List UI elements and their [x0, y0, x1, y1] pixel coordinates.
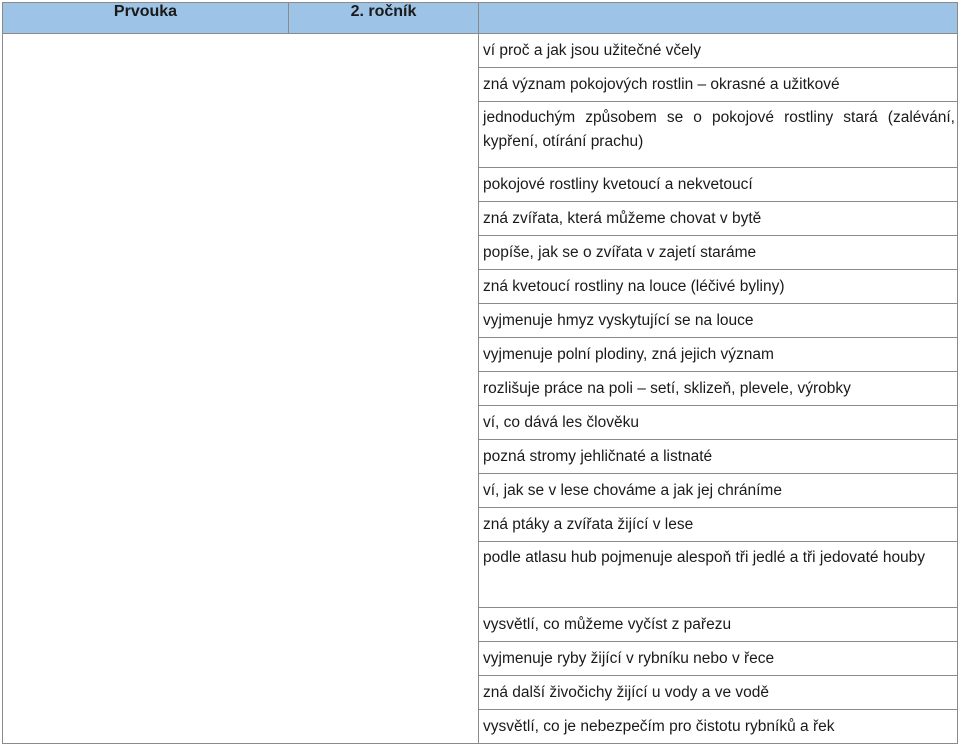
grade-header: 2. ročník: [289, 3, 479, 34]
list-item: ví proč a jak jsou užitečné včely: [479, 34, 957, 68]
list-item: zná ptáky a zvířata žijící v lese: [479, 508, 957, 542]
list-item: vyjmenuje hmyz vyskytující se na louce: [479, 304, 957, 338]
list-item: vyjmenuje polní plodiny, zná jejich význam: [479, 338, 957, 372]
list-item: zná význam pokojových rostlin – okrasné a užitkové: [479, 68, 957, 102]
list-item: zná další živočichy žijící u vody a ve vodě: [479, 676, 957, 710]
list-item: rozlišuje práce na poli – setí, sklizeň, plevele, výrobky: [479, 372, 957, 406]
outcomes-cell: [479, 34, 958, 744]
subject-header: Prvouka: [3, 3, 289, 34]
list-item: vysvětlí, co je nebezpečím pro čistotu rybníků a řek: [483, 718, 835, 735]
list-item: ví, co dává les člověku: [479, 406, 957, 440]
list-item: popíše, jak se o zvířata v zajetí staráme: [479, 236, 957, 270]
content-row: [3, 34, 958, 744]
empty-left-cell: [3, 34, 479, 744]
blank-header-cell: [479, 3, 958, 34]
list-item: jednoduchým způsobem se o pokojové rostliny stará (zalévání, kypření, otírání prachu): [479, 102, 957, 168]
list-item: zná kvetoucí rostliny na louce (léčivé byliny): [479, 270, 957, 304]
list-item: vysvětlí, co můžeme vyčíst z pařezu: [479, 608, 957, 642]
list-item: vyjmenuje ryby žijící v rybníku nebo v řece: [479, 642, 957, 676]
list-item: pokojové rostliny kvetoucí a nekvetoucí: [479, 168, 957, 202]
header-row: [3, 3, 958, 34]
list-item: zná zvířata, která můžeme chovat v bytě: [479, 202, 957, 236]
list-item: ví, jak se v lese chováme a jak jej chráníme: [479, 474, 957, 508]
curriculum-table: [2, 2, 958, 744]
list-item: podle atlasu hub pojmenuje alespoň tři jedlé a tři jedovaté houby: [479, 542, 957, 608]
list-item: pozná stromy jehličnaté a listnaté: [479, 440, 957, 474]
